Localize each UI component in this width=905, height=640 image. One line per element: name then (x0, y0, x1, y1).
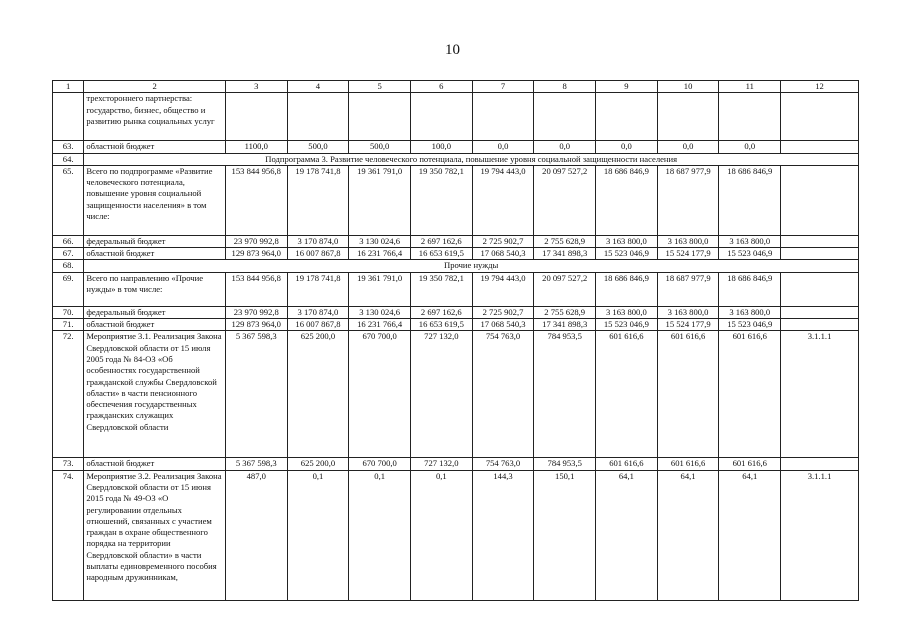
header-row (53, 81, 859, 93)
value-cell: 19 794 443,0 (472, 272, 534, 306)
value-cell: 3 163 800,0 (657, 235, 719, 247)
value-cell: 129 873 964,0 (225, 248, 287, 260)
value-cell: 0,1 (349, 470, 411, 600)
value-cell: 670 700,0 (349, 331, 411, 458)
value-cell: 500,0 (349, 141, 411, 153)
target-code (781, 272, 859, 306)
table-row (53, 306, 859, 318)
value-cell: 2 697 162,6 (410, 235, 472, 247)
row-label: областной бюджет (84, 248, 226, 260)
table-row (53, 272, 859, 306)
target-code (781, 235, 859, 247)
value-cell: 487,0 (225, 470, 287, 600)
value-cell: 0,0 (472, 141, 534, 153)
value-cell: 601 616,6 (596, 458, 658, 470)
row-label: Мероприятие 3.2. Реализация Закона Свердловской области от 15 июня 2015 года № 49-ОЗ «О регулировании отдельных отношений, связанных с участием граждан в охране общественного порядка на территории Свердловской области» в части выплаты единовременного пособия народным дружинникам, (84, 470, 226, 600)
value-cell: 153 844 956,8 (225, 165, 287, 235)
value-cell: 23 970 992,8 (225, 306, 287, 318)
value-cell: 19 794 443,0 (472, 165, 534, 235)
section-row (53, 260, 859, 272)
value-cell: 16 653 619,5 (410, 319, 472, 331)
budget-table (52, 80, 859, 601)
target-code (781, 165, 859, 235)
value-cell: 601 616,6 (657, 458, 719, 470)
row-label: областной бюджет (84, 141, 226, 153)
row-number: 73. (53, 458, 84, 470)
value-cell: 3 130 024,6 (349, 306, 411, 318)
page-number: 10 (445, 42, 460, 58)
target-code (781, 248, 859, 260)
value-cell: 5 367 598,3 (225, 331, 287, 458)
value-cell: 625 200,0 (287, 458, 349, 470)
value-cell: 100,0 (410, 141, 472, 153)
value-cell: 19 350 782,1 (410, 272, 472, 306)
column-header: 4 (287, 81, 349, 93)
value-cell (657, 93, 719, 141)
table-row (53, 93, 859, 141)
value-cell: 153 844 956,8 (225, 272, 287, 306)
value-cell: 18 686 846,9 (596, 165, 658, 235)
target-code (781, 319, 859, 331)
value-cell: 17 341 898,3 (534, 319, 596, 331)
value-cell (349, 93, 411, 141)
value-cell: 15 523 046,9 (596, 248, 658, 260)
value-cell: 17 068 540,3 (472, 319, 534, 331)
row-number: 68. (53, 260, 84, 272)
row-label: Всего по направлению «Прочие нужды» в том числе: (84, 272, 226, 306)
value-cell: 23 970 992,8 (225, 235, 287, 247)
value-cell: 727 132,0 (410, 331, 472, 458)
row-label: областной бюджет (84, 458, 226, 470)
row-number: 74. (53, 470, 84, 600)
column-header: 6 (410, 81, 472, 93)
value-cell: 18 687 977,9 (657, 165, 719, 235)
row-number: 67. (53, 248, 84, 260)
value-cell: 5 367 598,3 (225, 458, 287, 470)
value-cell: 3 163 800,0 (657, 306, 719, 318)
value-cell: 150,1 (534, 470, 596, 600)
value-cell: 17 341 898,3 (534, 248, 596, 260)
column-header: 3 (225, 81, 287, 93)
column-header: 5 (349, 81, 411, 93)
value-cell: 500,0 (287, 141, 349, 153)
row-number: 64. (53, 153, 84, 165)
value-cell (225, 93, 287, 141)
value-cell: 754 763,0 (472, 331, 534, 458)
value-cell: 129 873 964,0 (225, 319, 287, 331)
value-cell: 16 007 867,8 (287, 319, 349, 331)
section-title: Прочие нужды (84, 260, 859, 272)
value-cell: 0,1 (410, 470, 472, 600)
value-cell: 2 755 628,9 (534, 235, 596, 247)
value-cell: 3 163 800,0 (596, 235, 658, 247)
value-cell: 64,1 (657, 470, 719, 600)
row-label: трехстороннего партнерства: государство, бизнес, общество и развитию рынка социальных услуг (84, 93, 226, 141)
value-cell (410, 93, 472, 141)
value-cell: 3 170 874,0 (287, 306, 349, 318)
value-cell: 0,0 (534, 141, 596, 153)
table-body (53, 93, 859, 600)
value-cell: 601 616,6 (657, 331, 719, 458)
target-code: 3.1.1.1 (781, 331, 859, 458)
value-cell (596, 93, 658, 141)
value-cell: 64,1 (596, 470, 658, 600)
table-row (53, 248, 859, 260)
value-cell: 16 231 766,4 (349, 319, 411, 331)
table-row (53, 331, 859, 458)
row-number (53, 93, 84, 141)
value-cell: 1100,0 (225, 141, 287, 153)
value-cell: 601 616,6 (719, 458, 781, 470)
value-cell: 18 687 977,9 (657, 272, 719, 306)
column-header: 1 (53, 81, 84, 93)
target-code (781, 458, 859, 470)
value-cell: 19 350 782,1 (410, 165, 472, 235)
section-title: Подпрограмма 3. Развитие человеческого потенциала, повышение уровня социальной защищенности населения (84, 153, 859, 165)
value-cell: 2 697 162,6 (410, 306, 472, 318)
value-cell: 16 007 867,8 (287, 248, 349, 260)
row-number: 70. (53, 306, 84, 318)
table-row (53, 458, 859, 470)
row-number: 71. (53, 319, 84, 331)
value-cell: 3 170 874,0 (287, 235, 349, 247)
value-cell: 64,1 (719, 470, 781, 600)
value-cell: 0,1 (287, 470, 349, 600)
row-label: федеральный бюджет (84, 306, 226, 318)
value-cell: 625 200,0 (287, 331, 349, 458)
value-cell: 18 686 846,9 (719, 165, 781, 235)
value-cell: 3 163 800,0 (719, 235, 781, 247)
value-cell: 19 178 741,8 (287, 272, 349, 306)
row-label: Всего по подпрограмме «Развитие человеческого потенциала, повышение уровня социальной защищенности населения» в том числе: (84, 165, 226, 235)
column-header: 2 (84, 81, 226, 93)
value-cell: 2 725 902,7 (472, 306, 534, 318)
column-header: 8 (534, 81, 596, 93)
value-cell: 2 755 628,9 (534, 306, 596, 318)
row-number: 65. (53, 165, 84, 235)
value-cell (719, 93, 781, 141)
value-cell: 19 178 741,8 (287, 165, 349, 235)
column-header: 7 (472, 81, 534, 93)
value-cell: 601 616,6 (596, 331, 658, 458)
row-label: федеральный бюджет (84, 235, 226, 247)
value-cell: 144,3 (472, 470, 534, 600)
value-cell: 601 616,6 (719, 331, 781, 458)
row-label: Мероприятие 3.1. Реализация Закона Свердловской области от 15 июля 2005 года № 84-ОЗ «Об особенностях государственной гражданской службы Свердловской области» в части пенсионного обеспечения государственных гражданских служащих Свердловской области (84, 331, 226, 458)
table-row (53, 319, 859, 331)
value-cell: 15 524 177,9 (657, 248, 719, 260)
table-row (53, 141, 859, 153)
value-cell: 727 132,0 (410, 458, 472, 470)
value-cell: 0,0 (596, 141, 658, 153)
row-number: 69. (53, 272, 84, 306)
value-cell: 784 953,5 (534, 331, 596, 458)
value-cell: 19 361 791,0 (349, 272, 411, 306)
value-cell: 15 524 177,9 (657, 319, 719, 331)
value-cell: 19 361 791,0 (349, 165, 411, 235)
value-cell: 17 068 540,3 (472, 248, 534, 260)
row-number: 66. (53, 235, 84, 247)
table-row (53, 165, 859, 235)
table-row (53, 470, 859, 600)
value-cell: 18 686 846,9 (719, 272, 781, 306)
target-code (781, 141, 859, 153)
table-row (53, 235, 859, 247)
target-code (781, 93, 859, 141)
value-cell (534, 93, 596, 141)
value-cell: 3 163 800,0 (719, 306, 781, 318)
value-cell: 754 763,0 (472, 458, 534, 470)
value-cell: 15 523 046,9 (596, 319, 658, 331)
column-header: 10 (657, 81, 719, 93)
value-cell: 784 953,5 (534, 458, 596, 470)
value-cell: 0,0 (657, 141, 719, 153)
value-cell: 20 097 527,2 (534, 165, 596, 235)
value-cell: 3 163 800,0 (596, 306, 658, 318)
row-label: областной бюджет (84, 319, 226, 331)
column-header: 9 (596, 81, 658, 93)
column-header: 12 (781, 81, 859, 93)
value-cell (472, 93, 534, 141)
value-cell: 2 725 902,7 (472, 235, 534, 247)
row-number: 72. (53, 331, 84, 458)
value-cell: 15 523 046,9 (719, 248, 781, 260)
value-cell: 15 523 046,9 (719, 319, 781, 331)
column-header: 11 (719, 81, 781, 93)
value-cell: 670 700,0 (349, 458, 411, 470)
value-cell: 18 686 846,9 (596, 272, 658, 306)
target-code: 3.1.1.1 (781, 470, 859, 600)
row-number: 63. (53, 141, 84, 153)
value-cell: 0,0 (719, 141, 781, 153)
value-cell: 16 653 619,5 (410, 248, 472, 260)
target-code (781, 306, 859, 318)
section-row (53, 153, 859, 165)
value-cell: 16 231 766,4 (349, 248, 411, 260)
value-cell: 3 130 024,6 (349, 235, 411, 247)
value-cell (287, 93, 349, 141)
value-cell: 20 097 527,2 (534, 272, 596, 306)
